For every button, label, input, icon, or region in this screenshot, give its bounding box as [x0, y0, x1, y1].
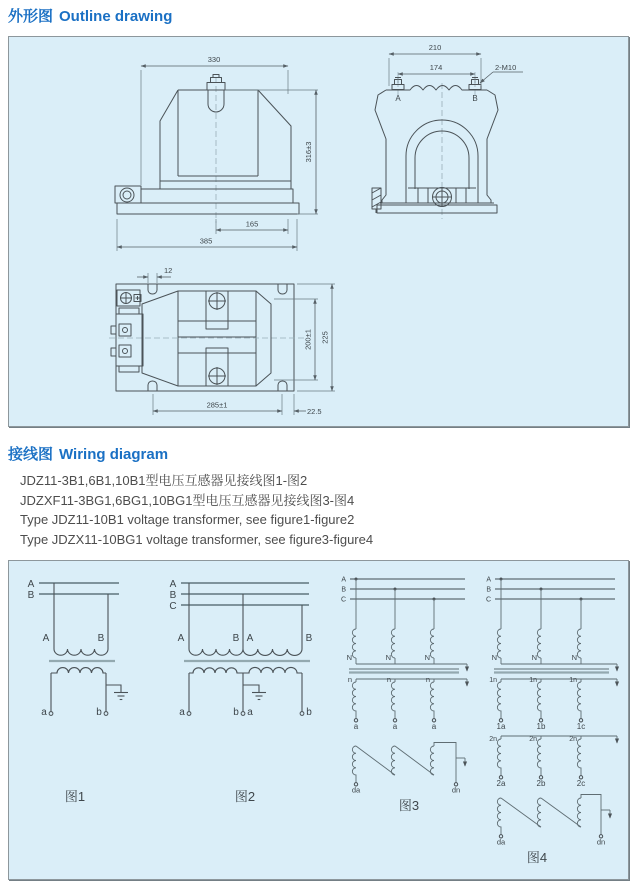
- fig2-bus-b: B: [169, 590, 177, 601]
- fig2-terminal-b2: b: [306, 707, 312, 718]
- fig2-terminal-b1: b: [233, 707, 239, 718]
- fig2-primary-a1: A: [177, 633, 185, 644]
- fig2-terminal-a2: a: [247, 707, 253, 718]
- fig1-bus-a: A: [27, 579, 35, 590]
- fig3-neutral-n2: N: [385, 653, 391, 662]
- side-view: [372, 43, 523, 219]
- fig3-sec-n2: n: [386, 675, 391, 684]
- outline-heading-en: Outline drawing: [59, 8, 173, 25]
- top-hole-spacing-dim: 285±1: [206, 400, 228, 410]
- fig4-terminal-1a: 1a: [496, 722, 506, 731]
- note-line: Type JDZX11-10BG1 voltage transformer, see figure3-figure4: [20, 531, 374, 547]
- wiring-notes: [20, 471, 373, 549]
- top-base-length-dim: 225: [320, 331, 330, 344]
- figure-2-caption: 图2: [234, 789, 256, 804]
- fig4-w1-n3: 1n: [569, 677, 577, 684]
- outline-drawing-panel: [8, 36, 629, 427]
- wiring-diagram-svg: [9, 561, 628, 879]
- fig3-neutral-n3: N: [424, 653, 430, 662]
- fig1-primary-b: B: [97, 633, 105, 644]
- fig2-bus-a: A: [169, 579, 177, 590]
- front-view: [115, 55, 318, 251]
- fig4-w2-n3: 2n: [569, 736, 577, 743]
- fig3-terminal-dn: dn: [451, 785, 461, 795]
- fig4-w2-n1: 2n: [489, 736, 497, 743]
- figure-3: [341, 577, 467, 814]
- figure-1-caption: 图1: [64, 789, 86, 804]
- fig3-terminal-a3: a: [431, 722, 437, 731]
- fig3-bus-b: B: [341, 586, 346, 594]
- fig4-terminal-1c: 1c: [576, 722, 586, 731]
- wiring-heading-zh: 接线图: [8, 446, 54, 463]
- fig1-primary-a: A: [42, 633, 50, 644]
- outline-drawing-heading: [8, 5, 172, 26]
- bolt-spec-label: 2-M10: [495, 63, 517, 72]
- front-width-dim: 330: [207, 55, 221, 64]
- fig2-primary-a2: A: [246, 633, 254, 644]
- fig4-bus-a: A: [486, 576, 491, 584]
- wiring-diagram-heading: [8, 443, 168, 464]
- fig4-w1-n1: 1n: [489, 677, 497, 684]
- fig4-w2-n2: 2n: [529, 736, 537, 743]
- front-height-dim: 316±3: [304, 141, 313, 163]
- side-terminal-spacing-dim: 174: [429, 63, 443, 72]
- fig3-sec-n3: n: [425, 675, 430, 684]
- fig4-w1-n2: 1n: [529, 677, 537, 684]
- front-center-dim: 165: [245, 219, 259, 229]
- fig2-terminal-a1: a: [179, 707, 185, 718]
- fig1-bus-b: B: [27, 590, 35, 601]
- fig3-terminal-da: da: [351, 785, 361, 795]
- fig4-terminal-dn: dn: [596, 837, 606, 847]
- fig4-neutral-n1: N: [491, 653, 497, 662]
- terminal-a-label: A: [395, 94, 401, 103]
- fig3-bus-a: A: [341, 576, 346, 584]
- figure-4: [486, 577, 617, 866]
- fig2-bus-c: C: [169, 601, 177, 612]
- fig4-neutral-n2: N: [531, 653, 537, 662]
- wiring-diagram-panel: [8, 560, 629, 880]
- fig1-terminal-b: b: [96, 707, 102, 718]
- fig4-neutral-n3: N: [571, 653, 577, 662]
- side-width-dim: 210: [428, 43, 442, 52]
- fig4-terminal-da: da: [496, 837, 506, 847]
- terminal-b-label: B: [472, 94, 478, 103]
- front-base-dim: 385: [199, 236, 213, 246]
- top-body-length-dim: 200±1: [303, 329, 313, 350]
- outline-drawing-svg: [9, 37, 628, 426]
- fig3-terminal-a2: a: [392, 722, 398, 731]
- wiring-heading-en: Wiring diagram: [59, 446, 169, 463]
- figure-4-caption: 图4: [526, 850, 548, 865]
- fig3-neutral-n1: N: [346, 653, 352, 662]
- figure-3-caption: 图3: [398, 798, 420, 813]
- fig3-sec-n1: n: [347, 675, 352, 684]
- figure-2: [169, 579, 312, 804]
- note-line: JDZ11-3B1,6B1,10B1型电压互感器见接线图1-图2: [20, 473, 308, 488]
- fig2-primary-b1: B: [232, 633, 240, 644]
- top-view: [109, 266, 335, 416]
- fig4-terminal-1b: 1b: [536, 722, 546, 731]
- fig4-bus-b: B: [486, 586, 491, 594]
- top-slot-dim: 12: [164, 266, 173, 275]
- ground-symbol: [252, 693, 266, 700]
- top-edge-offset-dim: 22.5: [307, 407, 322, 416]
- fig1-terminal-a: a: [41, 707, 47, 718]
- ground-symbol: [114, 693, 128, 700]
- outline-heading-zh: 外形图: [8, 8, 54, 25]
- fig4-bus-c: C: [485, 596, 491, 604]
- fig4-terminal-2a: 2a: [496, 779, 506, 788]
- fig4-terminal-2c: 2c: [576, 779, 586, 788]
- figure-1: [28, 579, 128, 804]
- fig3-terminal-a1: a: [353, 722, 359, 731]
- note-line: JDZXF11-3BG1,6BG1,10BG1型电压互感器见接线图3-图4: [20, 492, 355, 508]
- fig3-bus-c: C: [340, 596, 346, 604]
- note-line: Type JDZ11-10B1 voltage transformer, see figure1-figure2: [20, 512, 355, 527]
- fig4-terminal-2b: 2b: [536, 779, 546, 788]
- fig2-primary-b2: B: [305, 633, 313, 644]
